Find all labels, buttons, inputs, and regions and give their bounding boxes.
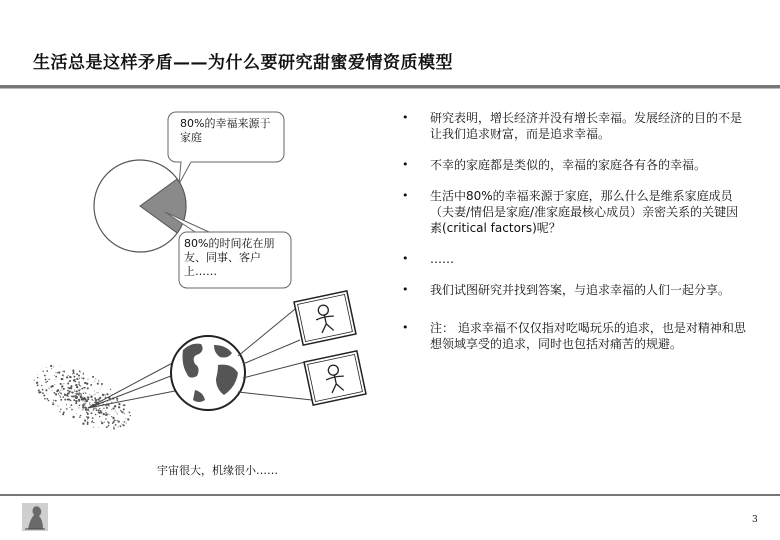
- callout-family-happiness: 80%的幸福来源于家庭: [180, 117, 271, 144]
- person-frame-icon-1: [294, 291, 356, 345]
- bullet-item: • 我们试图研究并找到答案，与追求幸福的人们一起分享。: [402, 282, 747, 298]
- diagram-caption: 宇宙很大，机缘很小……: [157, 464, 278, 477]
- bullet-item: • 研究表明，增长经济并没有增长幸福。发展经济的目的不是让我们追求财富，而是追求幸福。: [402, 110, 747, 142]
- bullet-item: • 生活中80%的幸福来源于家庭，那么什么是维系家庭成员（夫妻/情侣是家庭/准家庭最核心成员）亲密关系的关键因素(critical factors)呢？: [402, 188, 747, 236]
- bullet-item: • 不幸的家庭都是类似的，幸福的家庭各有各的幸福。: [402, 157, 747, 173]
- diagram-illustration: [0, 90, 390, 490]
- slide-title: 生活总是这样矛盾——为什么要研究甜蜜爱情资质模型: [33, 53, 453, 73]
- footer-rule: [0, 494, 780, 496]
- logo-icon: [22, 503, 48, 531]
- page-number: 3: [752, 515, 758, 525]
- callout-time-spent: 80%的时间花在朋友、同事、客户上……: [184, 237, 275, 278]
- bullet-list: [402, 110, 747, 352]
- bullet-item: • 注： 追求幸福不仅仅指对吃喝玩乐的追求，也是对精神和思想领域享受的追求，同时也包括对痛苦的规避。: [402, 320, 747, 352]
- header-rule-thin: [0, 88, 780, 89]
- bullet-item: • ……: [402, 251, 747, 267]
- globe-icon: [171, 336, 245, 410]
- person-frame-icon-2: [304, 351, 366, 405]
